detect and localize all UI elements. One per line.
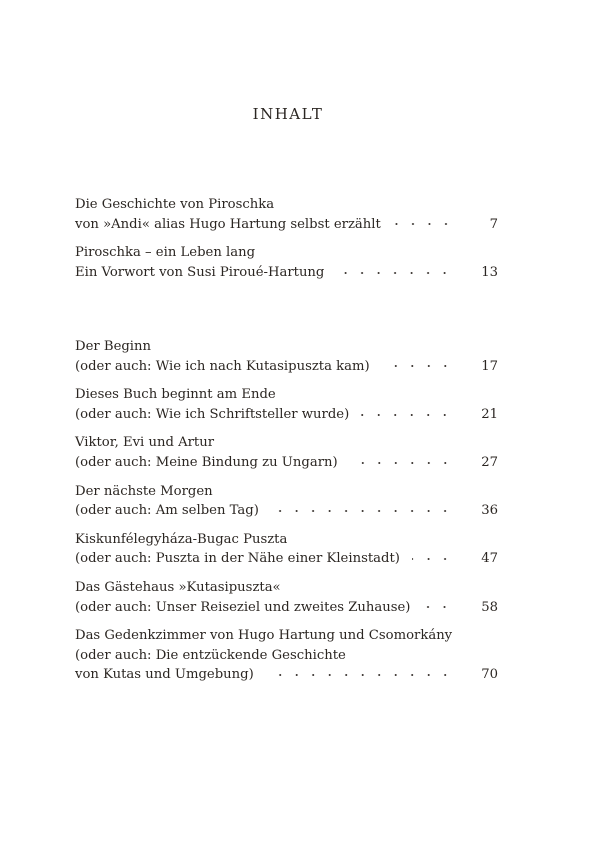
toc-entry-line <box>75 530 498 550</box>
toc-entry-line <box>75 215 498 235</box>
toc-entry-line <box>75 501 498 521</box>
entry-title: Piroschka – ein Leben lang <box>75 245 256 261</box>
toc-entry-line <box>75 549 498 569</box>
entry-subtitle: (oder auch: Am selben Tag) <box>75 503 259 519</box>
dot-leader <box>382 361 454 371</box>
page-number: 7 <box>489 216 498 232</box>
dot-leader <box>271 506 453 516</box>
entry-subtitle: von »Andi« alias Hugo Hartung selbst erzählt <box>75 216 381 232</box>
dot-leader <box>393 219 454 229</box>
dot-leader <box>361 410 453 420</box>
entry-subtitle: (oder auch: Die entzückende Geschichte <box>75 647 346 663</box>
toc-entry[interactable] <box>75 385 498 424</box>
entry-title: Der Beginn <box>75 339 152 354</box>
toc-entry-line <box>75 337 498 357</box>
toc-entry-line <box>75 482 498 502</box>
page-number: 58 <box>481 599 498 615</box>
entry-subtitle: Ein Vorwort von Susi Piroué-Hartung <box>75 264 325 280</box>
entry-title: Viktor, Evi und Artur <box>75 435 215 451</box>
front-matter-list <box>75 195 498 291</box>
toc-entry[interactable] <box>75 337 498 376</box>
page-number: 21 <box>481 406 498 422</box>
entry-subtitle: von Kutas und Umgebung) <box>75 667 254 683</box>
entry-title: Der nächste Morgen <box>75 483 213 499</box>
entry-title: Dieses Buch beginnt am Ende <box>75 387 276 403</box>
toc-heading: INHALT <box>252 105 324 123</box>
toc-entry-line <box>75 598 498 618</box>
toc-entry-line <box>75 578 498 598</box>
dot-leader <box>266 670 453 680</box>
toc-entry-line <box>75 263 498 283</box>
toc-entry-line <box>75 243 498 263</box>
toc-entry[interactable] <box>75 482 498 521</box>
toc-entry-line <box>75 665 498 685</box>
entry-subtitle: (oder auch: Puszta in der Nähe einer Kleinstadt) <box>75 551 400 567</box>
entry-subtitle: (oder auch: Meine Bindung zu Ungarn) <box>75 454 338 470</box>
toc-entry-line <box>75 195 498 215</box>
dot-leader <box>350 458 454 468</box>
page-number: 47 <box>481 551 498 567</box>
toc-entry-line <box>75 385 498 405</box>
entry-subtitle: (oder auch: Wie ich Schriftsteller wurde) <box>75 406 350 422</box>
toc-entry[interactable] <box>75 626 498 685</box>
toc-entry[interactable] <box>75 433 498 472</box>
toc-entry-line <box>75 453 498 473</box>
page-number: 70 <box>481 667 498 683</box>
toc-entry[interactable] <box>75 243 498 282</box>
dot-leader <box>422 602 453 612</box>
page-number: 17 <box>481 358 498 374</box>
entry-subtitle: (oder auch: Wie ich nach Kutasipuszta kam) <box>75 358 370 374</box>
toc-entry[interactable] <box>75 195 498 234</box>
toc-entry-line <box>75 646 498 666</box>
entry-title: Das Gedenkzimmer von Hugo Hartung und Csomorkány <box>75 628 453 644</box>
toc-entry-line <box>75 626 498 646</box>
toc-entry[interactable] <box>75 530 498 569</box>
toc-entry-line <box>75 357 498 377</box>
toc-entry[interactable] <box>75 578 498 617</box>
dot-leader <box>336 268 453 278</box>
entry-title: Die Geschichte von Piroschka <box>75 197 275 212</box>
entry-title: Kiskunfélegyháza-Bugac Puszta <box>75 531 288 547</box>
page-number: 13 <box>481 264 498 280</box>
toc-entry-line <box>75 405 498 425</box>
page-number: 27 <box>481 454 498 470</box>
entry-subtitle: (oder auch: Unser Reiseziel und zweites Zuhause) <box>75 599 411 615</box>
page-number: 36 <box>481 503 498 519</box>
toc-entry-line <box>75 433 498 453</box>
chapter-list <box>75 337 498 694</box>
entry-title: Das Gästehaus »Kutasipuszta« <box>75 579 281 595</box>
dot-leader <box>412 554 453 564</box>
